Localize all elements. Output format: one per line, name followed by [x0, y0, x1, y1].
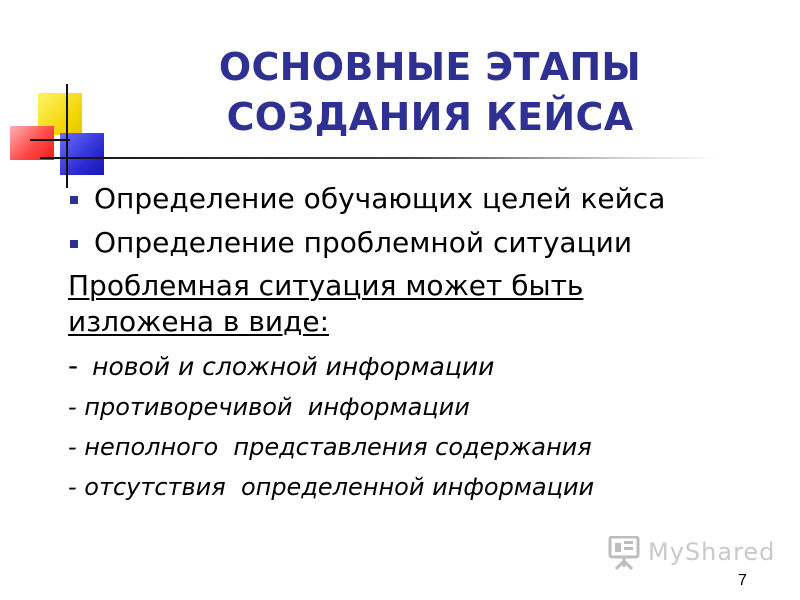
list-item-text: новой и сложной информации	[92, 352, 495, 381]
square-bullet-icon	[70, 196, 78, 204]
bullet-item	[68, 222, 768, 266]
ornament-vertical-line	[66, 84, 68, 188]
slide-ornament	[0, 0, 120, 190]
slide-title-line: СОЗДАНИЯ КЕЙСА	[226, 95, 634, 139]
title-divider	[40, 157, 720, 159]
underlined-statement: Проблемная ситуация может быть изложена в виде:	[68, 269, 584, 338]
list-item: - противоречивой информации	[68, 393, 470, 421]
list-item: - отсутствия определенной информации	[68, 473, 595, 501]
watermark-text: MyShared	[648, 538, 776, 566]
list-item: - неполного представления содержания	[68, 433, 592, 461]
bullet-text: Определение обучающих целей кейса	[94, 182, 666, 215]
list-item	[68, 346, 768, 387]
page-number: 7	[738, 572, 747, 589]
ornament-horizontal-line	[30, 139, 70, 141]
slide-body	[68, 178, 768, 507]
presentation-board-icon	[604, 536, 644, 570]
list-dash: -	[68, 349, 79, 382]
ornament-red-square	[10, 126, 54, 160]
slide-title	[150, 42, 710, 142]
bullet-text: Определение проблемной ситуации	[94, 226, 633, 259]
slide-title-line: ОСНОВНЫЕ ЭТАПЫ	[218, 45, 642, 89]
bullet-item	[68, 178, 768, 222]
square-bullet-icon	[70, 240, 78, 248]
